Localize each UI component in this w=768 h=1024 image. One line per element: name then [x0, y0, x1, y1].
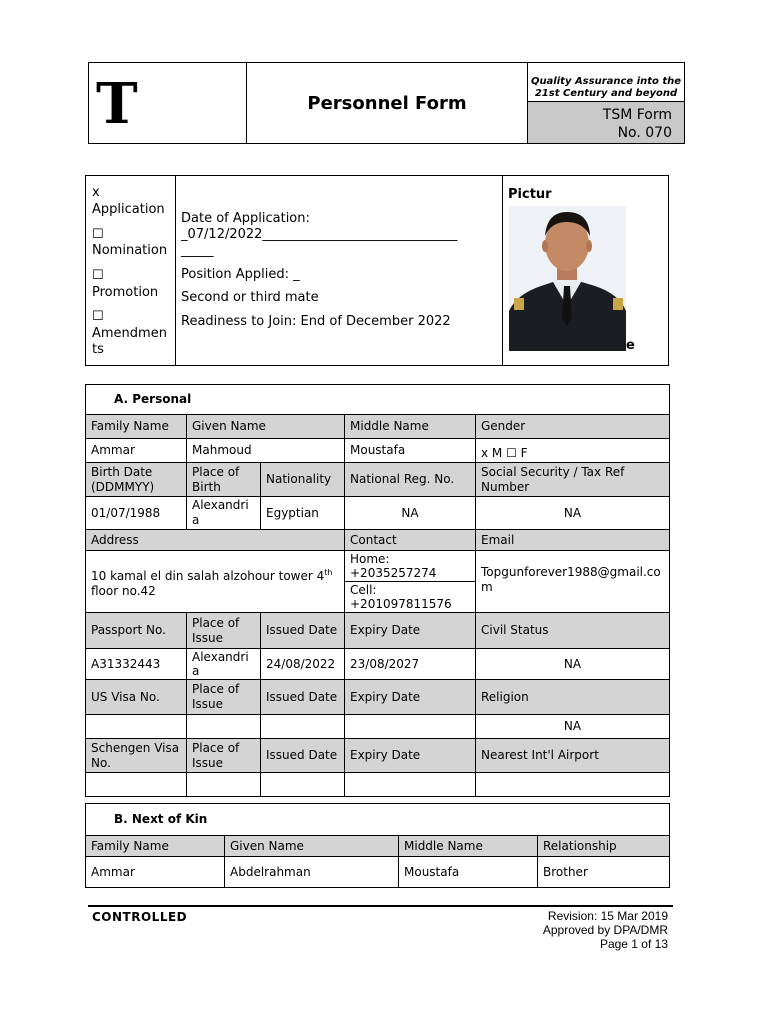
controlled-label: CONTROLLED — [92, 910, 188, 924]
header-religion: Religion — [476, 680, 670, 715]
kin-header-middle-name: Middle Name — [399, 836, 538, 857]
place-of-birth-value[interactable]: Alexandria — [187, 497, 261, 530]
form-number: No. 070 — [617, 125, 672, 141]
header-nationality: Nationality — [261, 463, 345, 497]
social-security-value[interactable]: NA — [476, 497, 670, 530]
nearest-airport-value[interactable] — [476, 773, 670, 797]
header-nearest-airport: Nearest Int'l Airport — [476, 739, 670, 773]
national-reg-value[interactable]: NA — [345, 497, 476, 530]
passport-issued-value[interactable]: 24/08/2022 — [261, 649, 345, 680]
us-visa-issued-value[interactable] — [261, 715, 345, 739]
middle-name-value[interactable]: Moustafa — [345, 439, 476, 463]
header-schengen-issued: Issued Date — [261, 739, 345, 773]
nationality-value[interactable]: Egyptian — [261, 497, 345, 530]
header-us-visa-issued: Issued Date — [261, 680, 345, 715]
revision-info — [470, 909, 668, 951]
header-contact: Contact — [345, 530, 476, 551]
header-us-visa-place: Place of Issue — [187, 680, 261, 715]
approved-by: Approved by DPA/DMR — [542, 923, 668, 937]
contact-cell[interactable]: Cell: +201097811576 — [345, 582, 476, 613]
form-number-box — [527, 101, 685, 144]
civil-status-value[interactable]: NA — [476, 649, 670, 680]
header-place-of-birth: Place of Birth — [187, 463, 261, 497]
header-national-reg: National Reg. No. — [345, 463, 476, 497]
header-gender: Gender — [476, 415, 670, 439]
type-application-label: Application — [92, 202, 165, 217]
section-a-title: A. Personal — [86, 385, 670, 415]
address-superscript: th — [324, 567, 333, 577]
page-title: Personnel Form — [307, 92, 467, 114]
footer-divider — [88, 905, 673, 907]
address-value[interactable] — [86, 551, 345, 613]
type-promotion-label: Promotion — [92, 285, 159, 300]
email-value[interactable]: Topgunforever1988@gmail.com — [476, 551, 670, 613]
kin-given-name-value[interactable]: Abdelrahman — [225, 857, 399, 888]
type-promotion-checkbox[interactable]: ☐ — [92, 268, 104, 283]
header-us-visa-expiry: Expiry Date — [345, 680, 476, 715]
address-line-2: floor no.42 — [91, 583, 156, 598]
header-schengen-visa: Schengen Visa No. — [86, 739, 187, 773]
picture-label: Pictur — [508, 187, 552, 202]
type-application-mark[interactable]: x — [92, 185, 100, 200]
us-visa-expiry-value[interactable] — [345, 715, 476, 739]
given-name-value[interactable]: Mahmoud — [187, 439, 345, 463]
page-number: Page 1 of 13 — [599, 937, 668, 951]
readiness-to-join[interactable]: Readiness to Join: End of December 2022 — [181, 314, 451, 329]
header-civil-status: Civil Status — [476, 613, 670, 649]
form-name: TSM Form — [602, 107, 672, 123]
gender-value[interactable]: x M ☐ F — [476, 439, 670, 463]
header-schengen-place: Place of Issue — [187, 739, 261, 773]
header-passport-no: Passport No. — [86, 613, 187, 649]
family-name-value[interactable]: Ammar — [86, 439, 187, 463]
personal-table — [85, 384, 670, 797]
kin-relationship-value[interactable]: Brother — [538, 857, 670, 888]
schengen-issued-value[interactable] — [261, 773, 345, 797]
tagline-line-1: Quality Assurance into the — [530, 76, 682, 87]
type-nomination-checkbox[interactable]: ☐ — [92, 227, 104, 242]
revision-date: Revision: 15 Mar 2019 — [547, 909, 668, 923]
schengen-expiry-value[interactable] — [345, 773, 476, 797]
kin-family-name-value[interactable]: Ammar — [86, 857, 225, 888]
header-middle-name: Middle Name — [345, 415, 476, 439]
header-given-name: Given Name — [187, 415, 345, 439]
type-amendments-label: Amendments — [92, 326, 167, 357]
kin-header-relationship: Relationship — [538, 836, 670, 857]
position-applied-value[interactable]: Second or third mate — [181, 290, 319, 305]
passport-expiry-value[interactable]: 23/08/2027 — [345, 649, 476, 680]
header-us-visa: US Visa No. — [86, 680, 187, 715]
applicant-photo — [509, 206, 626, 351]
header-passport-expiry: Expiry Date — [345, 613, 476, 649]
position-applied-label: Position Applied: _ — [181, 267, 300, 282]
header-family-name: Family Name — [86, 415, 187, 439]
header-schengen-expiry: Expiry Date — [345, 739, 476, 773]
section-b-title: B. Next of Kin — [86, 804, 670, 836]
kin-header-family-name: Family Name — [86, 836, 225, 857]
date-of-application-label: Date of Application: — [181, 211, 310, 226]
us-visa-value[interactable] — [86, 715, 187, 739]
header-social-security: Social Security / Tax Ref Number — [476, 463, 670, 497]
type-amendments-checkbox[interactable]: ☐ — [92, 309, 104, 324]
kin-middle-name-value[interactable]: Moustafa — [399, 857, 538, 888]
religion-value[interactable]: NA — [476, 715, 670, 739]
date-of-application-value[interactable]: _07/12/2022______________________________ — [181, 227, 458, 242]
date-of-application-tail: _____ — [181, 243, 214, 258]
title-box — [246, 62, 528, 144]
schengen-visa-value[interactable] — [86, 773, 187, 797]
birth-date-value[interactable]: 01/07/1988 — [86, 497, 187, 530]
tagline-line-2: 21st Century and beyond — [534, 88, 678, 99]
schengen-place-value[interactable] — [187, 773, 261, 797]
kin-header-given-name: Given Name — [225, 836, 399, 857]
address-line-1: 10 kamal el din salah alzohour tower 4 — [91, 568, 325, 583]
us-visa-place-value[interactable] — [187, 715, 261, 739]
header-passport-place: Place of Issue — [187, 613, 261, 649]
contact-home[interactable]: Home: +2035257274 — [345, 551, 476, 582]
type-nomination-label: Nomination — [92, 243, 168, 258]
next-of-kin-table — [85, 803, 670, 888]
picture-label-tail: e — [626, 338, 635, 353]
header-birth-date: Birth Date (DDMMYY) — [86, 463, 187, 497]
header-passport-issued: Issued Date — [261, 613, 345, 649]
company-logo: T — [96, 71, 138, 137]
tagline-box — [527, 62, 685, 102]
passport-no-value[interactable]: A31332443 — [86, 649, 187, 680]
header-email: Email — [476, 530, 670, 551]
header-address: Address — [86, 530, 345, 551]
passport-place-value[interactable]: Alexandria — [187, 649, 261, 680]
